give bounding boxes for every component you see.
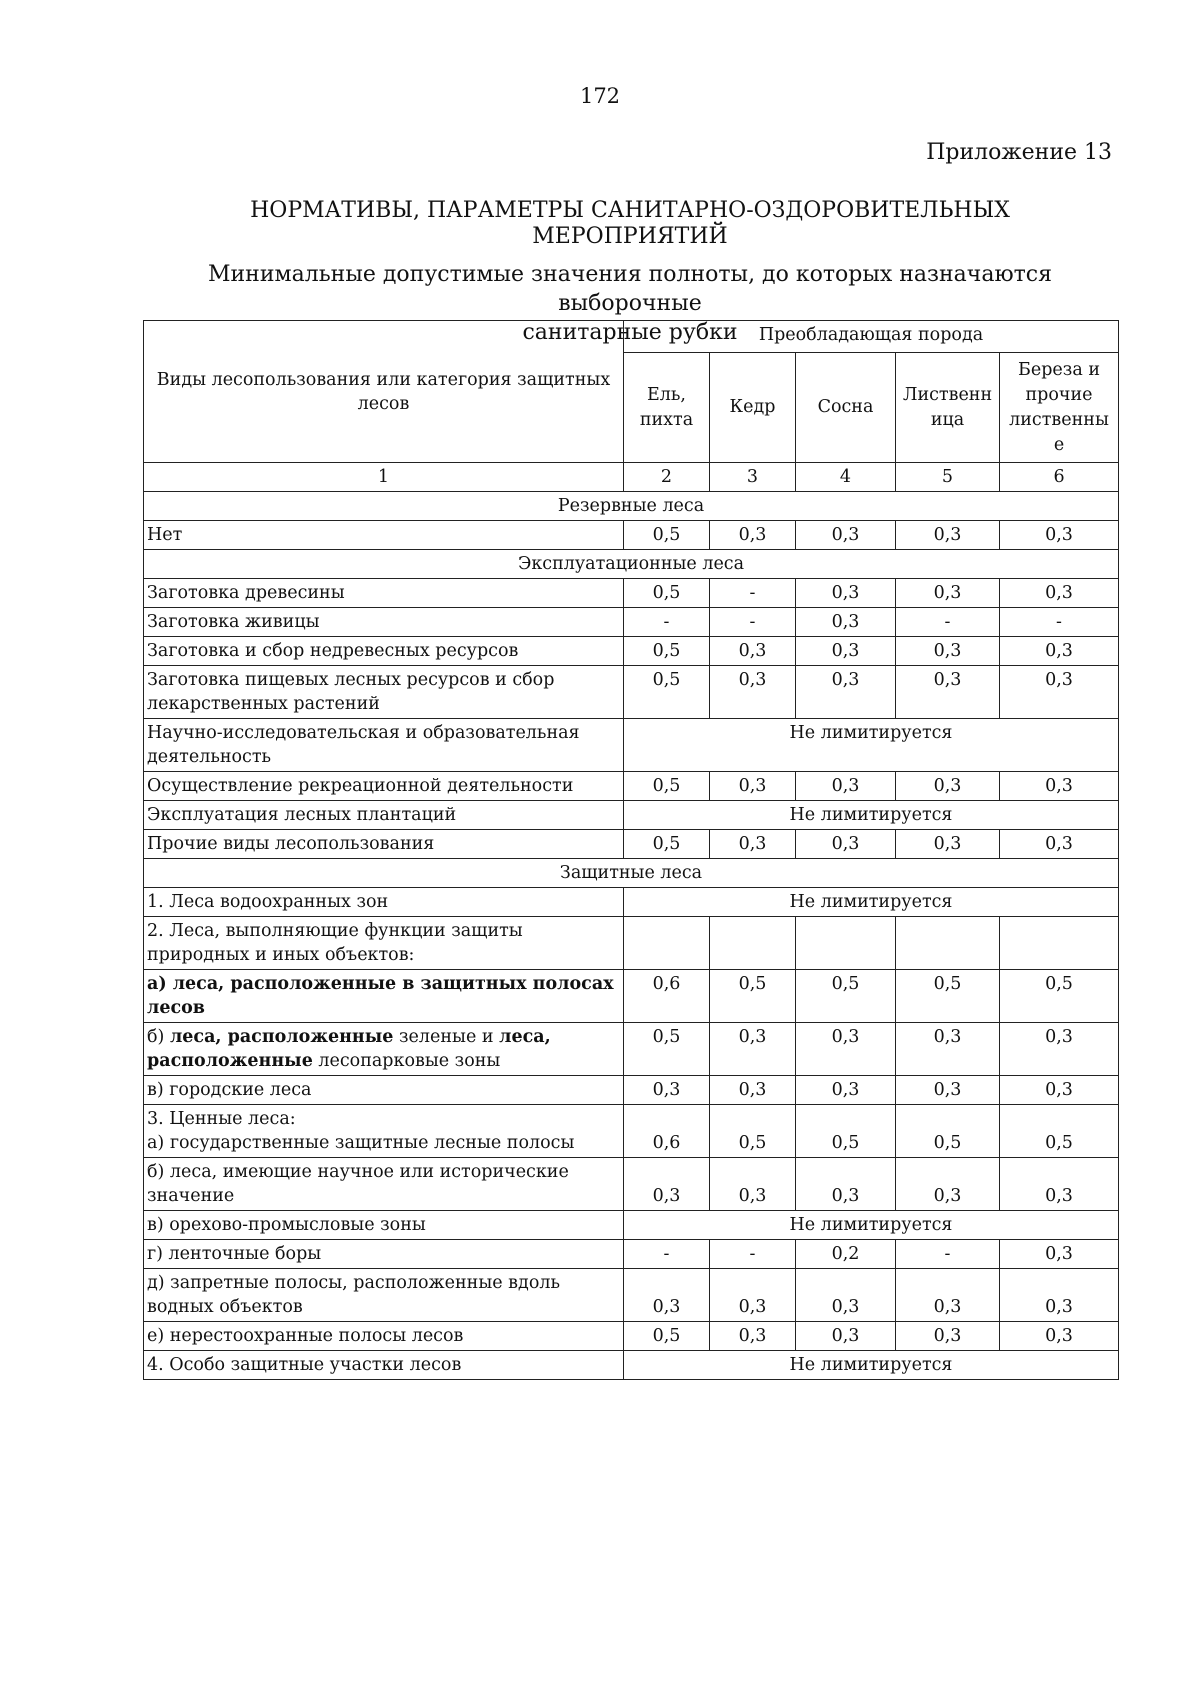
not-limited-cell: Не лимитируется (624, 719, 1119, 772)
value-cell: 0,3 (796, 772, 896, 801)
value-cell: 0,3 (796, 830, 896, 859)
page-number: 172 (579, 84, 621, 108)
value-cell: - (896, 1240, 1000, 1269)
value-cell: 0,3 (1000, 772, 1119, 801)
value-cell: 0,3 (1000, 521, 1119, 550)
value-cell: 0,3 (796, 1322, 896, 1351)
label-part: зеленые и (393, 1027, 500, 1047)
value-cell: 0,5 (796, 970, 896, 1023)
value-cell: 0,3 (896, 1269, 1000, 1322)
section-reserve: Резервные леса (144, 492, 1119, 521)
row-label: 4. Особо защитные участки лесов (144, 1351, 624, 1380)
not-limited-cell: Не лимитируется (624, 1211, 1119, 1240)
value-cell: 0,3 (796, 1269, 896, 1322)
value-cell: 0,3 (710, 1322, 796, 1351)
empty-cell (1000, 917, 1119, 970)
value-cell: 0,5 (710, 1105, 796, 1158)
value-cell: 0,5 (624, 1322, 710, 1351)
caption-line-1: Минимальные допустимые значения полноты, до которых назначаются выборочные (207, 262, 1052, 316)
value-cell: 0,3 (796, 1023, 896, 1076)
value-cell: 0,3 (896, 1322, 1000, 1351)
value-cell: 0,6 (624, 970, 710, 1023)
value-cell: 0,3 (796, 666, 896, 719)
row-label: б) леса, имеющие научное или исторические значение (144, 1158, 624, 1211)
value-cell: 0,3 (796, 1076, 896, 1105)
label-part-bold: леса, расположенные (147, 1027, 551, 1071)
value-cell: - (896, 608, 1000, 637)
table-row (144, 637, 1119, 666)
header-usage-type: Виды лесопользования или категория защитных лесов (144, 321, 624, 463)
row-label: Заготовка пищевых лесных ресурсов и сбор лекарственных растений (144, 666, 624, 719)
empty-cell (710, 917, 796, 970)
row-label: Заготовка живицы (144, 608, 624, 637)
colnum-3: 3 (710, 463, 796, 492)
value-cell: 0,3 (896, 1023, 1000, 1076)
table-row (144, 608, 1119, 637)
row-label: Прочие виды лесопользования (144, 830, 624, 859)
value-cell: 0,3 (1000, 1023, 1119, 1076)
section-protective: Защитные леса (144, 859, 1119, 888)
colnum-4: 4 (796, 463, 896, 492)
row-label: 2. Леса, выполняющие функции защиты природных и иных объектов: (144, 917, 624, 970)
document-title (140, 198, 1120, 250)
table-row (144, 970, 1119, 1023)
row-label (144, 970, 624, 1023)
colnum-1: 1 (144, 463, 624, 492)
colnum-5: 5 (896, 463, 1000, 492)
value-cell: 0,3 (896, 1076, 1000, 1105)
value-cell: 0,3 (710, 1158, 796, 1211)
value-cell: 0,3 (710, 772, 796, 801)
value-cell: 0,3 (710, 521, 796, 550)
value-cell: 0,3 (710, 666, 796, 719)
row-label: в) орехово-промысловые зоны (144, 1211, 624, 1240)
value-cell: - (710, 579, 796, 608)
row-label: в) городские леса (144, 1076, 624, 1105)
value-cell: 0,3 (1000, 830, 1119, 859)
value-cell: - (1000, 608, 1119, 637)
label-part-bold: леса, расположенные (169, 1027, 394, 1047)
row-label: г) ленточные боры (144, 1240, 624, 1269)
appendix-label: Приложение 13 (926, 140, 1112, 165)
table-row (144, 917, 1119, 970)
value-cell: 0,5 (796, 1105, 896, 1158)
value-cell: 0,3 (710, 830, 796, 859)
label-line: а) государственные защитные лесные полосы (147, 1133, 575, 1153)
value-cell: 0,5 (624, 1023, 710, 1076)
value-cell: 0,3 (1000, 1076, 1119, 1105)
value-cell: 0,3 (896, 579, 1000, 608)
row-label: Научно-исследовательская и образовательная деятельность (144, 719, 624, 772)
value-cell: 0,5 (1000, 970, 1119, 1023)
value-cell: 0,5 (624, 637, 710, 666)
table-row (144, 666, 1119, 719)
row-label: д) запретные полосы, расположенные вдоль водных объектов (144, 1269, 624, 1322)
caption-line-2: санитарные рубки (522, 320, 738, 345)
table-row (144, 1076, 1119, 1105)
value-cell: 0,5 (624, 772, 710, 801)
label-line: 3. Ценные леса: (147, 1109, 296, 1129)
not-limited-cell: Не лимитируется (624, 888, 1119, 917)
table-row (144, 1211, 1119, 1240)
value-cell: 0,3 (796, 579, 896, 608)
value-cell: 0,3 (624, 1269, 710, 1322)
row-label (144, 1023, 624, 1076)
value-cell: 0,3 (624, 1158, 710, 1211)
value-cell: 0,3 (710, 637, 796, 666)
empty-cell (624, 917, 710, 970)
value-cell: 0,3 (1000, 1269, 1119, 1322)
value-cell: 0,5 (896, 1105, 1000, 1158)
row-label (144, 1105, 624, 1158)
table-row (144, 521, 1119, 550)
header-species-group: Преобладающая порода (624, 321, 1119, 353)
table-row (144, 1269, 1119, 1322)
value-cell: 0,5 (710, 970, 796, 1023)
value-cell: 0,3 (1000, 579, 1119, 608)
label-part: лесопарковые зоны (312, 1051, 501, 1071)
value-cell: 0,3 (1000, 1158, 1119, 1211)
colnum-6: 6 (1000, 463, 1119, 492)
value-cell: 0,3 (896, 521, 1000, 550)
title-line-1: НОРМАТИВЫ, ПАРАМЕТРЫ САНИТАРНО-ОЗДОРОВИТЕЛЬНЫХ (250, 198, 1010, 223)
row-label: Осуществление рекреационной деятельности (144, 772, 624, 801)
not-limited-cell: Не лимитируется (624, 1351, 1119, 1380)
value-cell: 0,5 (896, 970, 1000, 1023)
empty-cell (796, 917, 896, 970)
value-cell: 0,3 (896, 830, 1000, 859)
value-cell: 0,3 (896, 1158, 1000, 1211)
header-spruce-fir: Ель, пихта (624, 353, 710, 463)
label-part: б) (147, 1027, 170, 1047)
value-cell: 0,5 (624, 521, 710, 550)
value-cell: 0,6 (624, 1105, 710, 1158)
header-birch: Береза и прочие лиственны е (1000, 353, 1119, 463)
table-row (144, 1322, 1119, 1351)
value-cell: - (624, 608, 710, 637)
table-row (144, 1105, 1119, 1158)
section-exploitation: Эксплуатационные леса (144, 550, 1119, 579)
value-cell: 0,3 (796, 1158, 896, 1211)
row-label: 1. Леса водоохранных зон (144, 888, 624, 917)
value-cell: 0,3 (710, 1023, 796, 1076)
value-cell: 0,3 (1000, 1240, 1119, 1269)
row-label: Заготовка древесины (144, 579, 624, 608)
value-cell: - (710, 1240, 796, 1269)
value-cell: 0,3 (796, 608, 896, 637)
value-cell: 0,3 (1000, 1322, 1119, 1351)
value-cell: 0,3 (624, 1076, 710, 1105)
header-larch: Лиственн ица (896, 353, 1000, 463)
table-row (144, 719, 1119, 772)
value-cell: - (624, 1240, 710, 1269)
table-row (144, 888, 1119, 917)
table-row (144, 1351, 1119, 1380)
value-cell: 0,3 (796, 521, 896, 550)
table-row (144, 1240, 1119, 1269)
row-label: Эксплуатация лесных плантаций (144, 801, 624, 830)
value-cell: 0,3 (896, 666, 1000, 719)
empty-cell (896, 917, 1000, 970)
value-cell: 0,5 (624, 579, 710, 608)
row-label: е) нерестоохранные полосы лесов (144, 1322, 624, 1351)
value-cell: - (710, 608, 796, 637)
value-cell: 0,3 (710, 1076, 796, 1105)
header-pine: Сосна (796, 353, 896, 463)
table-row (144, 1023, 1119, 1076)
table-row (144, 1158, 1119, 1211)
value-cell: 0,5 (624, 830, 710, 859)
title-line-2: МЕРОПРИЯТИЙ (532, 224, 728, 249)
table-row (144, 830, 1119, 859)
table-row (144, 801, 1119, 830)
norms-table (143, 320, 1119, 1380)
value-cell: 0,2 (796, 1240, 896, 1269)
colnum-2: 2 (624, 463, 710, 492)
not-limited-cell: Не лимитируется (624, 801, 1119, 830)
row-label-bold: а) леса, расположенные в защитных полосах лесов (147, 974, 614, 1018)
table-row (144, 772, 1119, 801)
value-cell: 0,3 (796, 637, 896, 666)
header-cedar: Кедр (710, 353, 796, 463)
value-cell: 0,5 (624, 666, 710, 719)
value-cell: 0,3 (1000, 637, 1119, 666)
value-cell: 0,3 (710, 1269, 796, 1322)
row-label: Заготовка и сбор недревесных ресурсов (144, 637, 624, 666)
row-label: Нет (144, 521, 624, 550)
value-cell: 0,5 (1000, 1105, 1119, 1158)
table-row (144, 579, 1119, 608)
value-cell: 0,3 (896, 772, 1000, 801)
value-cell: 0,3 (1000, 666, 1119, 719)
value-cell: 0,3 (896, 637, 1000, 666)
